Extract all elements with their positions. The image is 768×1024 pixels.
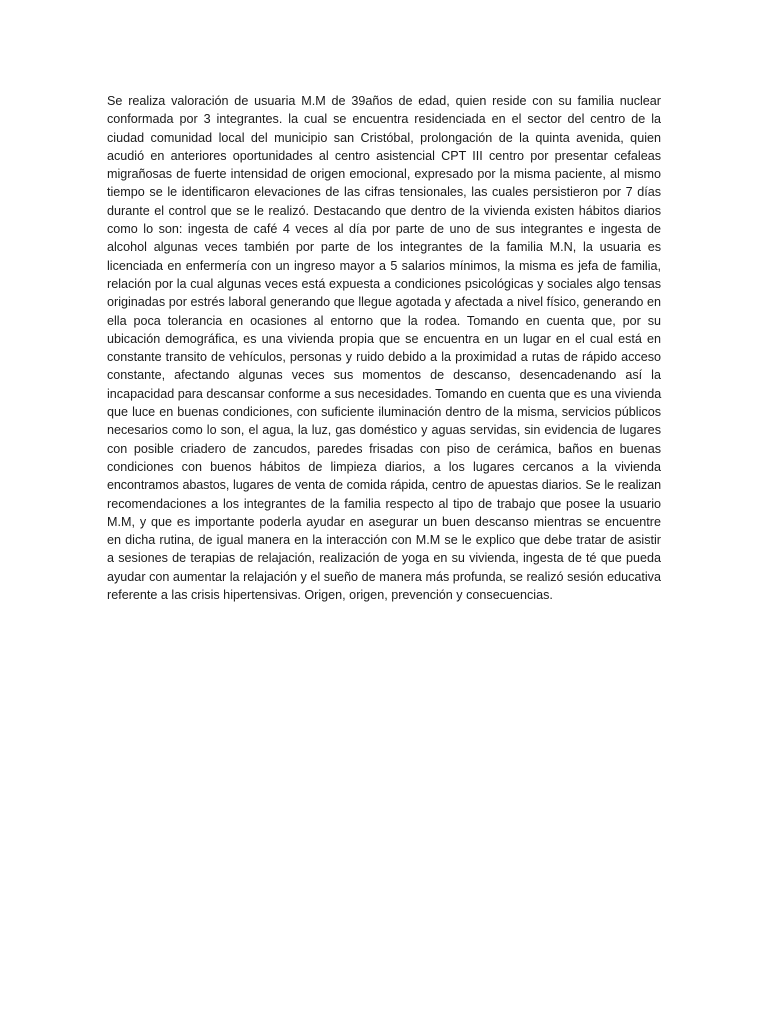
paragraph-line: licenciada en enfermería con un ingreso mayor a 5 salarios mínimos, la misma es jefa de familia,: [107, 258, 661, 273]
paragraph-line: M.M, y que es importante poderla ayudar en asegurar un buen descanso mientras se encuentre: [107, 514, 661, 529]
paragraph-line: ella poca tolerancia en ocasiones al entorno que la rodea. Tomando en cuenta que, por su: [107, 313, 661, 328]
paragraph-line: durante el control que se le realizó. Destacando que dentro de la vivienda existen hábitos diarios: [107, 203, 661, 218]
paragraph-line: constante, afectando algunas veces sus momentos de descanso, desencadenando así la: [107, 368, 661, 383]
paragraph-line: con posible criadero de zancudos, paredes frisadas con piso de cerámica, baños en buenas: [107, 441, 661, 456]
body-paragraph: [107, 92, 661, 604]
paragraph-line: relación por la cual algunas veces está expuesta a condiciones psicológicas y sociales algo tensas: [107, 276, 661, 291]
paragraph-line: incapacidad para descansar conforme a sus necesidades. Tomando en cuenta que es una vivienda: [107, 386, 662, 401]
paragraph-line: como lo son: ingesta de café 4 veces al día por parte de uno de sus integrantes e ingesta de: [107, 222, 661, 237]
paragraph-line-last: referente a las crisis hipertensivas. Origen, origen, prevención y consecuencias.: [107, 588, 553, 603]
paragraph-line: originadas por estrés laboral generando que llegue agotada y afectada a nivel físico, generando en: [107, 295, 661, 310]
paragraph-line: conformada por 3 integrantes. la cual se encuentra residenciada en el sector del centro de la: [107, 112, 661, 127]
paragraph-line: condiciones con buenos hábitos de limpieza diarios, a los lugares cercanos a la vivienda: [107, 459, 661, 474]
paragraph-line: en dicha rutina, de igual manera en la interacción con M.M se le explico que debe tratar de asistir: [107, 533, 661, 548]
paragraph-line: migrañosas de fuerte intensidad de origen emocional, expresado por la misma paciente, al mismo: [107, 167, 661, 182]
paragraph-line: alcohol algunas veces también por parte de los integrantes de la familia M.N, la usuaria es: [107, 240, 661, 255]
paragraph-line: que luce en buenas condiciones, con suficiente iluminación dentro de la misma, servicios públicos: [107, 405, 661, 420]
paragraph-line: recomendaciones a los integrantes de la familia respecto al tipo de trabajo que posee la usuario: [107, 496, 661, 511]
paragraph-line: constante transito de vehículos, personas y ruido debido a la proximidad a rutas de rápido acceso: [107, 350, 661, 365]
paragraph-line: ciudad comunidad local del municipio san Cristóbal, prolongación de la quinta avenida, quien: [107, 130, 661, 145]
paragraph-line: encontramos abastos, lugares de venta de comida rápida, centro de apuestas diarios. Se le realizan: [107, 478, 661, 493]
paragraph-line: ubicación demográfica, es una vivienda propia que se encuentra en un lugar en el cual está en: [107, 331, 661, 346]
paragraph-line: acudió en anteriores oportunidades al centro asistencial CPT III centro por presentar cefaleas: [107, 148, 661, 163]
paragraph-line: ayudar con aumentar la relajación y el sueño de manera más profunda, se realizó sesión educativa: [107, 569, 661, 584]
paragraph-line: a sesiones de terapias de relajación, realización de yoga en su vivienda, ingesta de té que pueda: [107, 551, 661, 566]
paragraph-line: necesarios como lo son, el agua, la luz, gas doméstico y aguas servidas, sin evidencia de lugares: [107, 423, 661, 438]
paragraph-line: Se realiza valoración de usuaria M.M de 39años de edad, quien reside con su familia nuclear: [107, 94, 661, 108]
paragraph-line: tiempo se le identificaron elevaciones de las cifras tensionales, las cuales persistieron por 7 días: [107, 185, 661, 200]
